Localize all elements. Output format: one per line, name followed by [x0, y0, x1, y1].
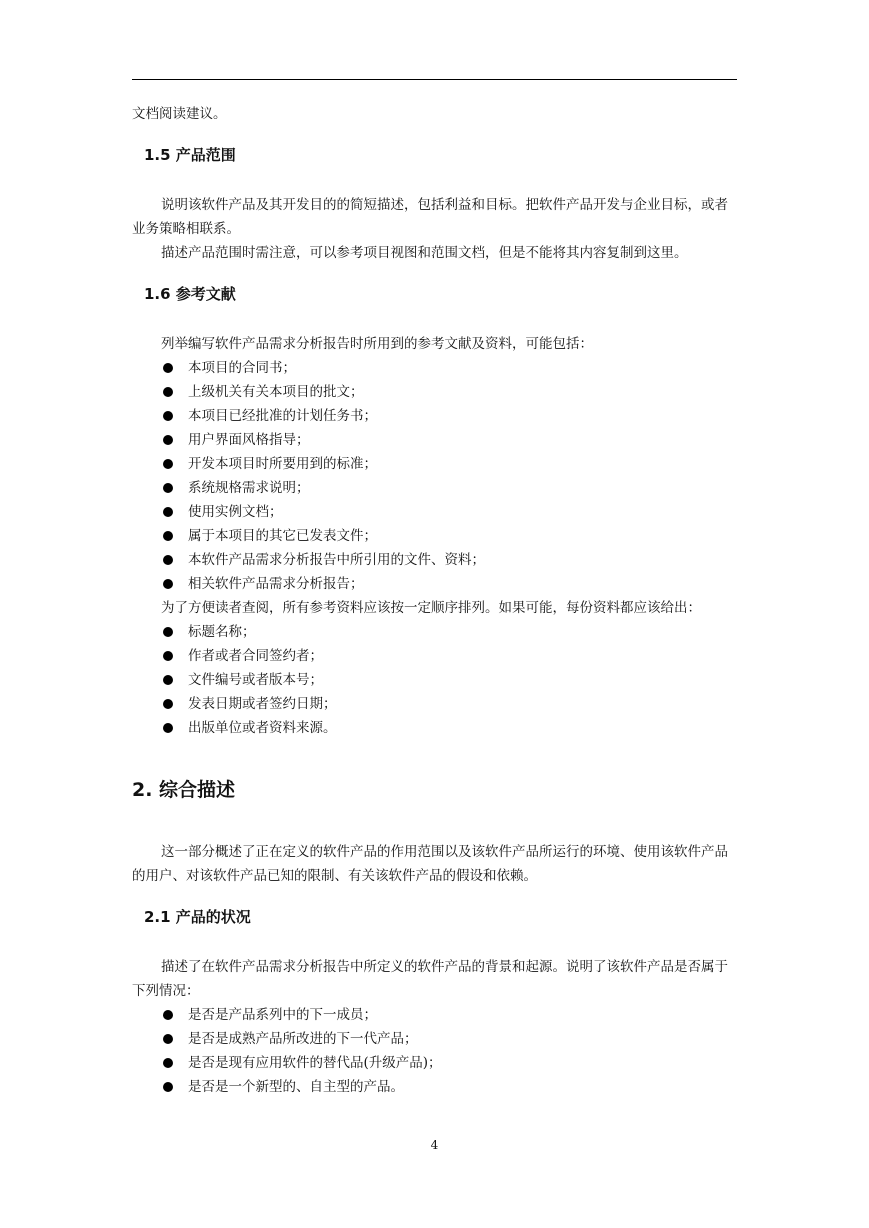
list-item: 相关软件产品需求分析报告； [132, 572, 737, 596]
heading-1-5: 1.5 产品范围 [144, 146, 236, 164]
list-item: 是否是成熟产品所改进的下一代产品； [132, 1027, 737, 1051]
list-item: 文件编号或者版本号； [132, 668, 737, 692]
bullet-icon [163, 387, 173, 397]
bullet-icon [163, 1034, 173, 1044]
s2-1-lead: 描述了在软件产品需求分析报告中所定义的软件产品的背景和起源。说明了该软件产品是否属于下列情况： [132, 959, 728, 999]
bullet-icon [163, 699, 173, 709]
bullet-icon [163, 1058, 173, 1068]
list-item: 是否是现有应用软件的替代品(升级产品)； [132, 1051, 737, 1075]
list-item: 是否是产品系列中的下一成员； [132, 1003, 737, 1027]
s1-6-lead: 列举编写软件产品需求分析报告时所用到的参考文献及资料，可能包括： [161, 336, 593, 352]
intro-tail: 文档阅读建议。 [132, 106, 227, 122]
page-number: 4 [430, 1138, 439, 1152]
s2-paragraph-1: 这一部分概述了正在定义的软件产品的作用范围以及该软件产品所运行的环境、使用该软件产品的用户、对该软件产品已知的限制、有关该软件产品的假设和依赖。 [132, 844, 728, 884]
reference-list [132, 356, 737, 596]
product-status-list [132, 1003, 737, 1099]
bullet-icon [163, 627, 173, 637]
list-item: 本软件产品需求分析报告中所引用的文件、资料； [132, 548, 737, 572]
header-rule [132, 79, 737, 80]
heading-2-1: 2.1 产品的状况 [144, 908, 251, 926]
list-item: 是否是一个新型的、自主型的产品。 [132, 1075, 737, 1099]
list-item: 使用实例文档； [132, 500, 737, 524]
bullet-icon [163, 723, 173, 733]
bullet-icon [163, 435, 173, 445]
list-item: 系统规格需求说明； [132, 476, 737, 500]
bullet-icon [163, 1010, 173, 1020]
list-item: 作者或者合同签约者； [132, 644, 737, 668]
list-item: 属于本项目的其它已发表文件； [132, 524, 737, 548]
bullet-icon [163, 483, 173, 493]
list-item: 出版单位或者资料来源。 [132, 716, 737, 740]
list-item: 本项目已经批准的计划任务书； [132, 404, 737, 428]
bullet-icon [163, 651, 173, 661]
s1-5-paragraph-1: 说明该软件产品及其开发目的的简短描述，包括利益和目标。把软件产品开发与企业目标，或者业务策略相联系。 [132, 197, 728, 237]
bullet-icon [163, 507, 173, 517]
bullet-icon [163, 675, 173, 685]
s1-6-mid: 为了方便读者查阅，所有参考资料应该按一定顺序排列。如果可能，每份资料都应该给出： [161, 600, 701, 616]
list-item: 开发本项目时所要用到的标准； [132, 452, 737, 476]
list-item: 标题名称； [132, 620, 737, 644]
list-item: 上级机关有关本项目的批文； [132, 380, 737, 404]
bullet-icon [163, 411, 173, 421]
bullet-icon [163, 555, 173, 565]
s1-5-paragraph-2: 描述产品范围时需注意，可以参考项目视图和范围文档，但是不能将其内容复制到这里。 [161, 245, 688, 261]
heading-2: 2. 综合描述 [132, 779, 236, 801]
bullet-icon [163, 363, 173, 373]
bullet-icon [163, 1082, 173, 1092]
list-item: 用户界面风格指导； [132, 428, 737, 452]
list-item: 发表日期或者签约日期； [132, 692, 737, 716]
page-body [132, 102, 737, 1099]
bullet-icon [163, 579, 173, 589]
heading-1-6: 1.6 参考文献 [144, 285, 236, 303]
bullet-icon [163, 531, 173, 541]
list-item: 本项目的合同书； [132, 356, 737, 380]
bullet-icon [163, 459, 173, 469]
reference-fields-list [132, 620, 737, 740]
